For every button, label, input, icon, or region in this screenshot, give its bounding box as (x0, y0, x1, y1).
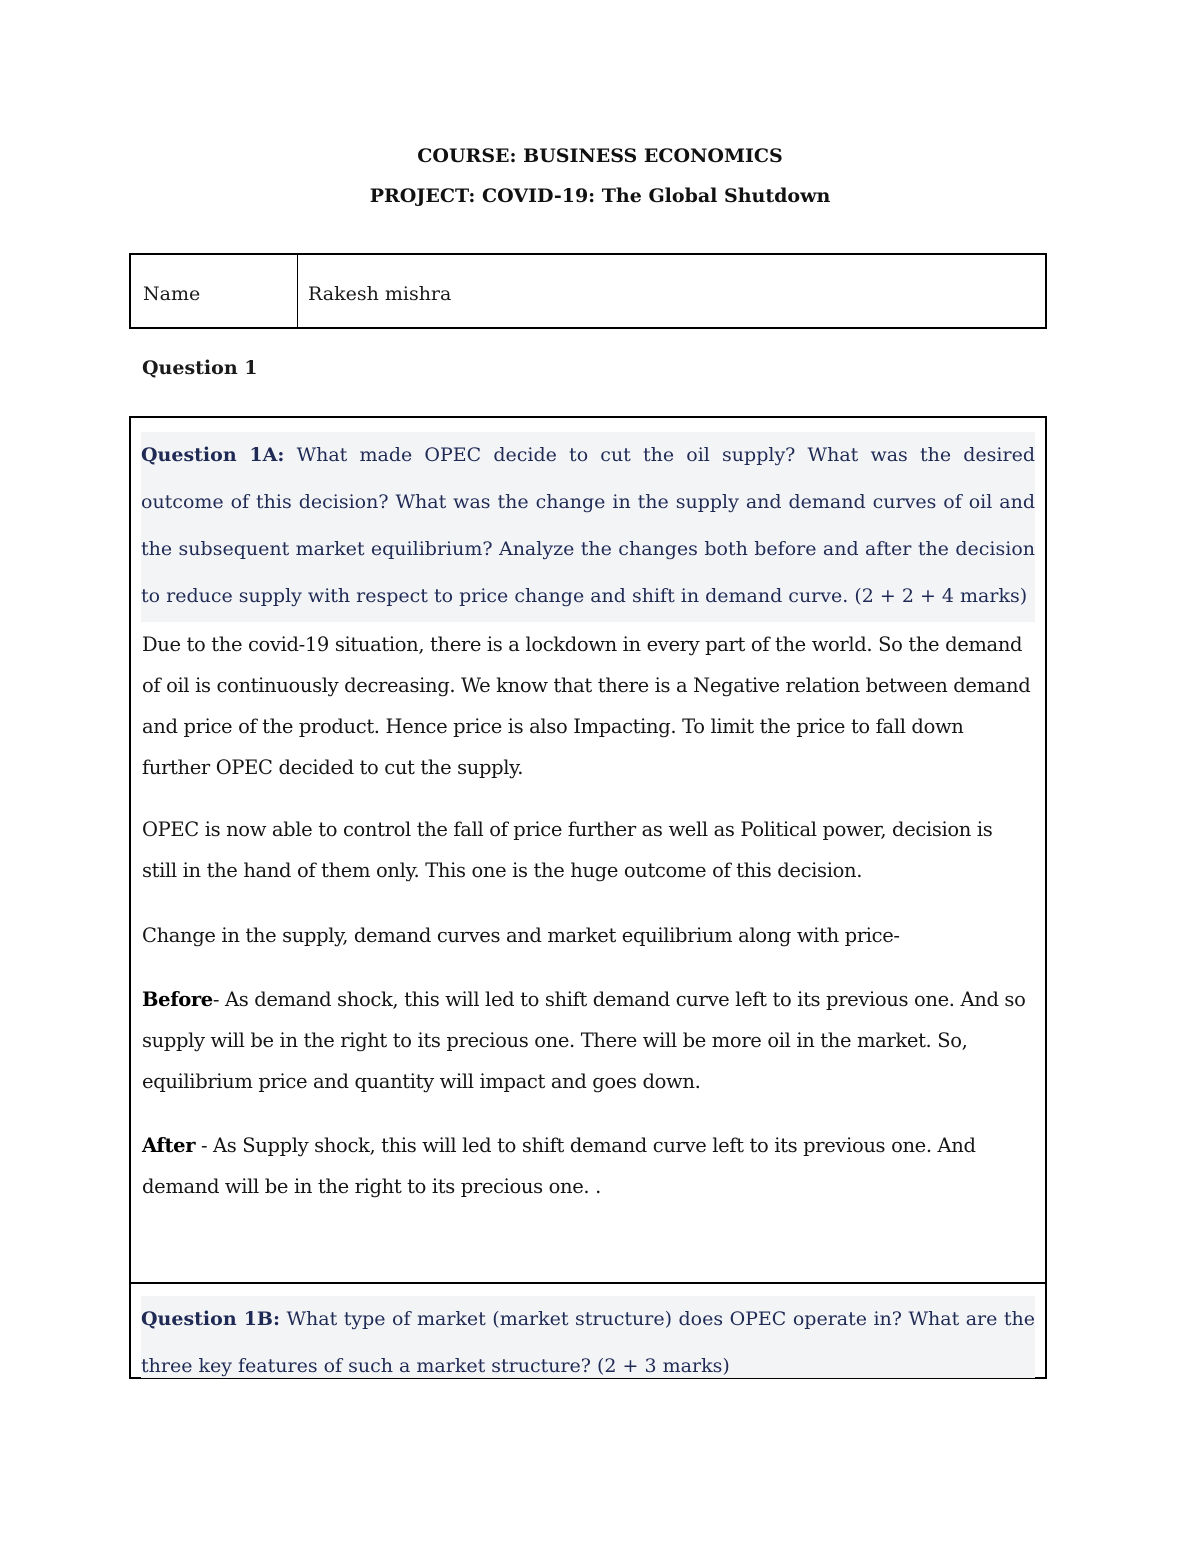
question-1a-label: Question 1A: (141, 444, 285, 466)
answer-after (142, 1125, 1033, 1207)
answer-paragraph-3 (142, 915, 1033, 956)
before-text: - As demand shock, this will led to shift demand curve left to its previous one. And so supply will be in the right to its precious one. There will be more oil in the market. So, equilibrium price and quantity will impact and goes down. (142, 988, 1026, 1093)
question-1b-text: What type of market (market structure) does OPEC operate in? What are the three key features of such a market structure? (2 + 3 marks) (141, 1308, 1035, 1377)
question-1a-box (129, 416, 1047, 1284)
answer-paragraph-3-text: Change in the supply, demand curves and market equilibrium along with price- (142, 924, 900, 947)
answer-paragraph-1 (142, 624, 1033, 788)
answer-before (142, 979, 1033, 1102)
before-label: Before (142, 988, 213, 1011)
question-1b-label: Question 1B: (141, 1308, 280, 1330)
question-1b-box (129, 1282, 1047, 1379)
name-label: Name (131, 255, 298, 327)
question-1a-text: What made OPEC decide to cut the oil supply? What was the desired outcome of this decision? What was the change in the supply and demand curves of oil and the subsequent market equilibrium? Analyze the changes both before and after the decision to reduce supply with respect to price change and shift in demand curve. (2 + 2 + 4 marks) (141, 444, 1035, 607)
name-value: Rakesh mishra (308, 283, 452, 305)
section-heading: Question 1 (142, 357, 258, 379)
answer-paragraph-1-text: Due to the covid-19 situation, there is a lockdown in every part of the world. So the demand of oil is continuously decreasing. We know that there is a Negative relation between demand and price of the product. Hence price is also Impacting. To limit the price to fall down further OPEC decided to cut the supply. (142, 633, 1031, 779)
after-label: After (142, 1134, 196, 1157)
course-title: COURSE: BUSINESS ECONOMICS (417, 145, 783, 167)
answer-paragraph-2 (142, 809, 1033, 891)
answer-paragraph-2-text: OPEC is now able to control the fall of price further as well as Political power, decision is still in the hand of them only. This one is the huge outcome of this decision. (142, 818, 993, 882)
question-1a-prompt (141, 432, 1035, 622)
project-title: PROJECT: COVID-19: The Global Shutdown (369, 185, 831, 207)
after-text: - As Supply shock, this will led to shift demand curve left to its previous one. And demand will be in the right to its precious one. . (142, 1134, 976, 1198)
name-table (129, 253, 1047, 329)
question-1b-prompt (141, 1296, 1035, 1378)
